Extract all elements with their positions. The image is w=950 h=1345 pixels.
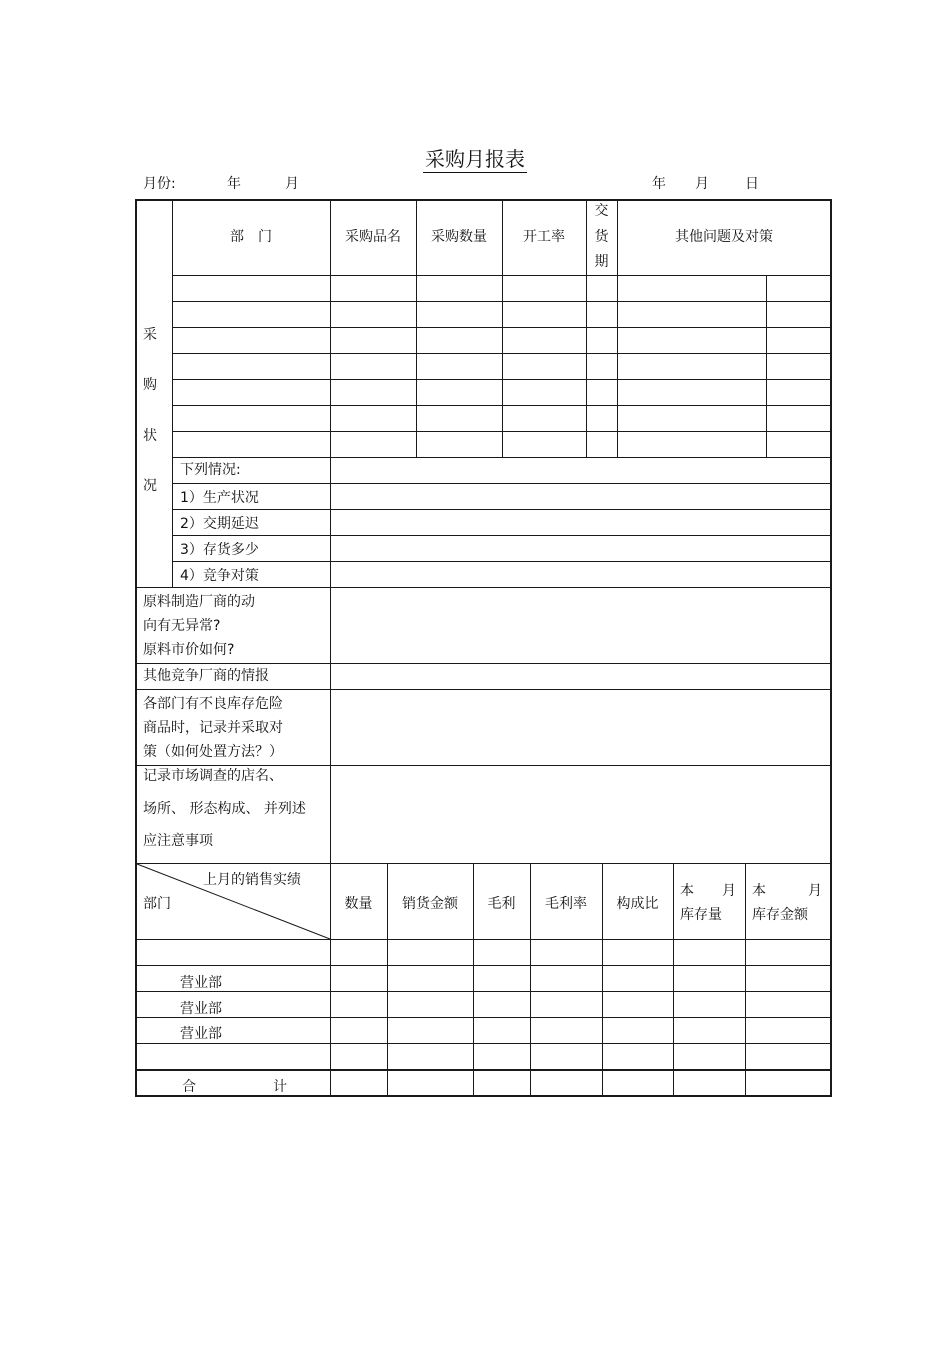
month-label: 月份:: [143, 176, 176, 192]
col-header-rate: 开工率: [523, 229, 565, 245]
situation-item: 2）交期延迟: [180, 516, 259, 532]
month-unit-label: 月: [285, 176, 299, 192]
situations-title: 下列情况:: [180, 462, 241, 478]
question-market: 应注意事项: [143, 833, 213, 849]
col-header-delivery: 期: [594, 254, 609, 270]
stock-qty-header: 库存量: [680, 907, 722, 923]
sales-col-header: 构成比: [616, 896, 659, 912]
sales-col-header: 销货金额: [402, 896, 458, 912]
col-header-delivery: 货: [594, 229, 609, 245]
col-header-qty: 采购数量: [431, 229, 487, 245]
date-day-label: 日: [745, 176, 759, 192]
sales-col-header: 毛利率: [545, 896, 587, 912]
question-supplier: 向有无异常?: [143, 618, 221, 634]
side-label-char: 采: [143, 327, 157, 343]
side-label-char: 况: [143, 478, 157, 494]
diag-top-label: 上月的销售实绩: [203, 872, 301, 888]
diag-bottom-label: 部门: [143, 896, 171, 912]
date-month-label: 月: [695, 176, 709, 192]
situation-item: 1）生产状况: [180, 490, 259, 506]
sales-row-label: 营业部: [180, 1026, 222, 1042]
question-market: 场所、 形态构成、 并列述: [143, 801, 306, 817]
question-market: 记录市场调查的店名、: [143, 768, 283, 784]
col-header-delivery: 交: [594, 203, 609, 219]
col-header-dept: 部 门: [230, 229, 272, 245]
sales-row-label: 营业部: [180, 1001, 222, 1017]
question-inventory: 各部门有不良库存危险: [143, 696, 283, 712]
month-year-label: 年: [227, 176, 241, 192]
situation-item: 3）存货多少: [180, 542, 259, 558]
question-inventory: 策（如何处置方法？）: [143, 744, 283, 760]
sales-row-label: 营业部: [180, 975, 222, 991]
stock-amount-header: 本 月: [752, 883, 822, 899]
total-label: 计: [273, 1079, 287, 1095]
stock-amount-header: 库存金额: [752, 907, 808, 923]
col-header-other: 其他问题及对策: [675, 229, 773, 245]
col-header-item: 采购品名: [345, 229, 401, 245]
question-competitor: 其他竞争厂商的情报: [143, 668, 269, 684]
question-supplier: 原料市价如何?: [143, 642, 235, 658]
side-label-char: 购: [143, 377, 157, 393]
situation-item: 4）竞争对策: [180, 568, 259, 584]
total-label: 合: [182, 1079, 196, 1095]
sales-col-header: 数量: [344, 896, 373, 912]
page-title: 采购月报表: [425, 147, 525, 171]
stock-qty-header: 本 月: [680, 883, 736, 899]
side-label-char: 状: [143, 428, 157, 444]
date-year-label: 年: [652, 176, 666, 192]
question-supplier: 原料制造厂商的动: [143, 594, 255, 610]
sales-col-header: 毛利: [487, 896, 516, 912]
question-inventory: 商品时，记录并采取对: [143, 720, 283, 736]
